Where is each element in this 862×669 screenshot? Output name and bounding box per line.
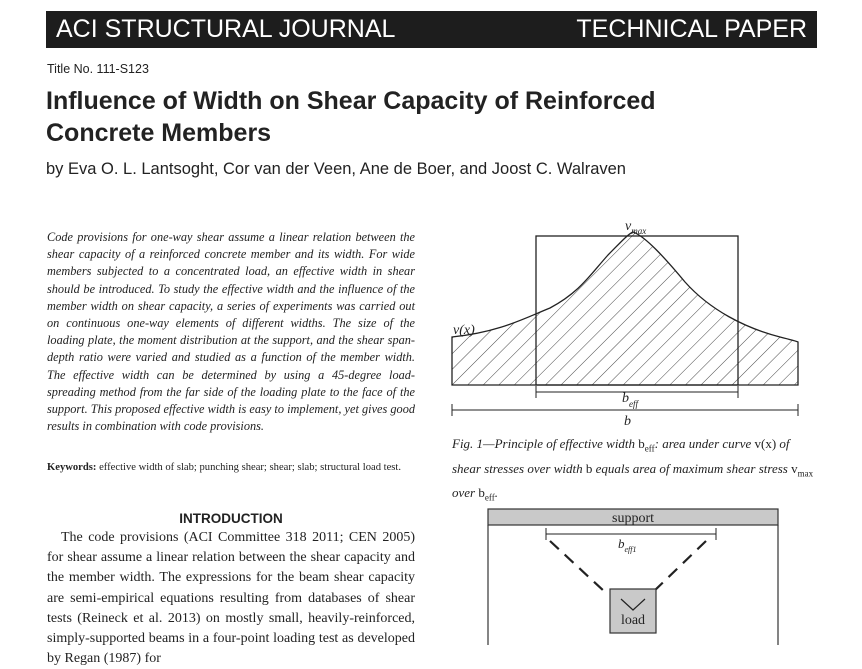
load-spread-left <box>550 541 606 593</box>
introduction-heading: INTRODUCTION <box>179 511 283 526</box>
keywords <box>47 460 415 476</box>
paper-type: TECHNICAL PAPER <box>576 15 807 43</box>
beff-label: $b_{eff}$ <box>622 391 638 409</box>
paper-title: Influence of Width on Shear Capacity of Reinforced Concrete Members <box>46 87 656 147</box>
beff1-label: $b_{eff1}$ <box>618 536 637 554</box>
vx-label: v(x) <box>453 323 475 338</box>
b-label: b <box>624 414 631 429</box>
keywords-label: Keywords: <box>47 462 97 473</box>
figure-2-diagram <box>480 505 780 645</box>
introduction-text: The code provisions (ACI Committee 318 2011; CEN 2005) for shear assume a linear relation between the shear capacity and the member width. The expressions for the beam shear capacity are semi-empirical equations resulting from databases of shear tests (Reineck et al. 2013) on mostly small, heavily-reinforced, simply-supported beams in a four-point loading test as developed by Regan (1987) for <box>47 530 415 667</box>
title-number: Title No. 111-S123 <box>47 62 149 76</box>
authors: by Eva O. L. Lantsoght, Cor van der Veen, Ane de Boer, and Joost C. Walraven <box>46 160 626 178</box>
figure-1-diagram <box>440 210 830 440</box>
figure-1-caption: Fig. 1—Principle of effective width $b_{eff}$: area under curve v(x) of shear stresses over width b equals area of maximum shear stress $v_{max}$ over $b_{eff}$. <box>452 436 814 503</box>
shear-stress-distribution <box>452 232 798 385</box>
abstract: Code provisions for one-way shear assume a linear relation between the shear capacity of a reinforced concrete member and its width. For wide members subjected to a concentrated load, an effective width in shear should be introduced. To study the effective width and the influence of the member width on shear capacity, a series of experiments was carried out on continuous one-way elements of different widths. The size of the loading plate, the moment distribution at the support, and the shear span-depth ratio were varied and studied as a function of the member width. The effective width can be determined by using a 45-degree load-spreading method from the far side of the loading plate to the face of the support. This proposed effective width is easy to implement, yet gives good results in combination with code provisions. <box>47 230 415 434</box>
journal-name: ACI STRUCTURAL JOURNAL <box>56 15 396 43</box>
support-label: support <box>612 511 654 526</box>
load-label: load <box>620 613 646 628</box>
vmax-label: $v_{max}$ <box>625 219 647 236</box>
load-spread-right <box>652 541 706 593</box>
keywords-text: effective width of slab; punching shear; shear; slab; structural load test. <box>99 462 402 473</box>
journal-banner <box>46 11 817 48</box>
